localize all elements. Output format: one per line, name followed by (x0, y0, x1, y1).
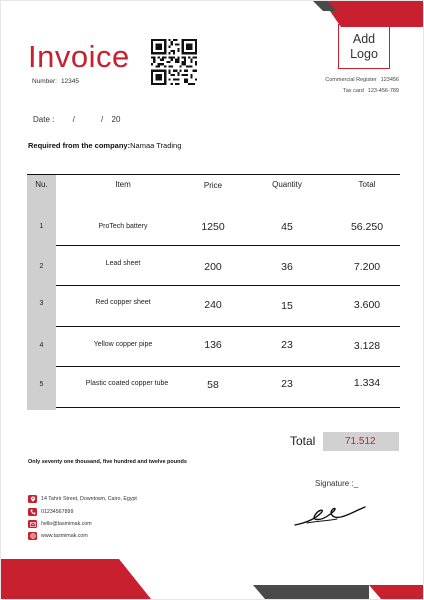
invoice-title: Invoice (28, 39, 130, 74)
row-price: 1250 (201, 221, 225, 233)
header-total: Total (358, 180, 376, 189)
row-price: 200 (204, 261, 222, 273)
website-text: www.tasmimak.com (41, 533, 88, 539)
row-divider (56, 285, 400, 286)
row-total: 3.128 (353, 340, 381, 352)
row-item: Lead sheet (105, 260, 141, 267)
row-divider (56, 326, 400, 327)
row-price: 136 (204, 339, 222, 351)
total-label: Total (290, 434, 316, 448)
logo-line-1: Add (352, 31, 376, 46)
tax-card-value: 123-456-789 (367, 88, 399, 94)
header-number: Nu. (35, 180, 48, 189)
corner-decoration-bottom-left (1, 559, 151, 599)
logo-placeholder[interactable] (338, 24, 390, 69)
corner-decoration-bottom-right (253, 585, 423, 599)
invoice-number (32, 78, 83, 85)
contact-email (28, 520, 92, 528)
required-company-name: Namaa Trading (130, 141, 182, 150)
date-separator-1: / (72, 115, 75, 124)
amount-in-words: Only seventy one thousand, five hundred and twelve pounds (28, 459, 187, 465)
company-registration-info (321, 75, 399, 97)
date-year: 20 (111, 115, 121, 124)
logo-line-2: Logo (350, 46, 378, 61)
row-divider (56, 407, 400, 408)
required-from-company (28, 141, 181, 150)
row-number: 5 (39, 381, 44, 388)
required-label: Required from the company: (28, 141, 131, 150)
tax-card-label: Tax card (343, 88, 364, 94)
date-separator-2: / (101, 115, 104, 124)
invoice-number-label: Number: (32, 78, 57, 85)
globe-icon (28, 532, 37, 540)
row-price: 240 (204, 299, 222, 311)
date-field (33, 115, 120, 124)
commercial-register-label: Commercial Register (325, 77, 377, 83)
row-item: Yellow copper pipe (93, 341, 153, 348)
contact-address (28, 495, 137, 503)
email-text: hello@tasmimak.com (41, 521, 92, 527)
row-quantity: 45 (281, 221, 293, 233)
row-quantity: 23 (281, 378, 293, 390)
location-icon (28, 495, 37, 503)
row-item: Plastic coated copper tube (85, 380, 169, 387)
row-number: 4 (39, 342, 44, 349)
row-total: 56.250 (350, 221, 384, 233)
invoice-number-value: 12345 (60, 78, 80, 85)
signature-label: Signature :_ (315, 479, 359, 488)
commercial-register (321, 75, 399, 86)
total-value: 71.512 (323, 432, 399, 451)
invoice-table (27, 174, 400, 410)
header-quantity: Quantity (272, 180, 302, 189)
row-item: ProTech battery (98, 223, 148, 230)
row-price: 58 (207, 379, 219, 391)
table-top-border (27, 174, 400, 175)
header-price: Price (203, 181, 223, 190)
row-number: 3 (39, 300, 44, 307)
tax-card (321, 86, 399, 97)
row-total: 1.334 (353, 377, 381, 389)
row-quantity: 23 (281, 339, 293, 351)
date-label: Date : (33, 115, 55, 124)
qr-code-icon (151, 39, 197, 85)
email-icon (28, 520, 37, 528)
number-column-background (27, 174, 56, 410)
phone-icon (28, 508, 37, 516)
row-divider (56, 245, 400, 246)
contact-phone (28, 508, 73, 516)
contact-website (28, 532, 88, 540)
row-quantity: 36 (281, 261, 293, 273)
row-item: Red copper sheet (95, 299, 151, 306)
phone-text: 01234567899 (41, 509, 74, 515)
header-item: Item (115, 180, 131, 189)
signature-scribble (291, 499, 371, 531)
row-divider (56, 366, 400, 367)
row-total: 3.600 (353, 299, 381, 311)
commercial-register-value: 123456 (380, 77, 399, 83)
row-number: 2 (39, 263, 44, 270)
row-number: 1 (39, 223, 44, 230)
row-quantity: 15 (281, 300, 293, 312)
address-text: 14 Tahrir Street, Downtown, Cairo, Egypt (41, 496, 137, 502)
row-total: 7.200 (353, 261, 381, 273)
